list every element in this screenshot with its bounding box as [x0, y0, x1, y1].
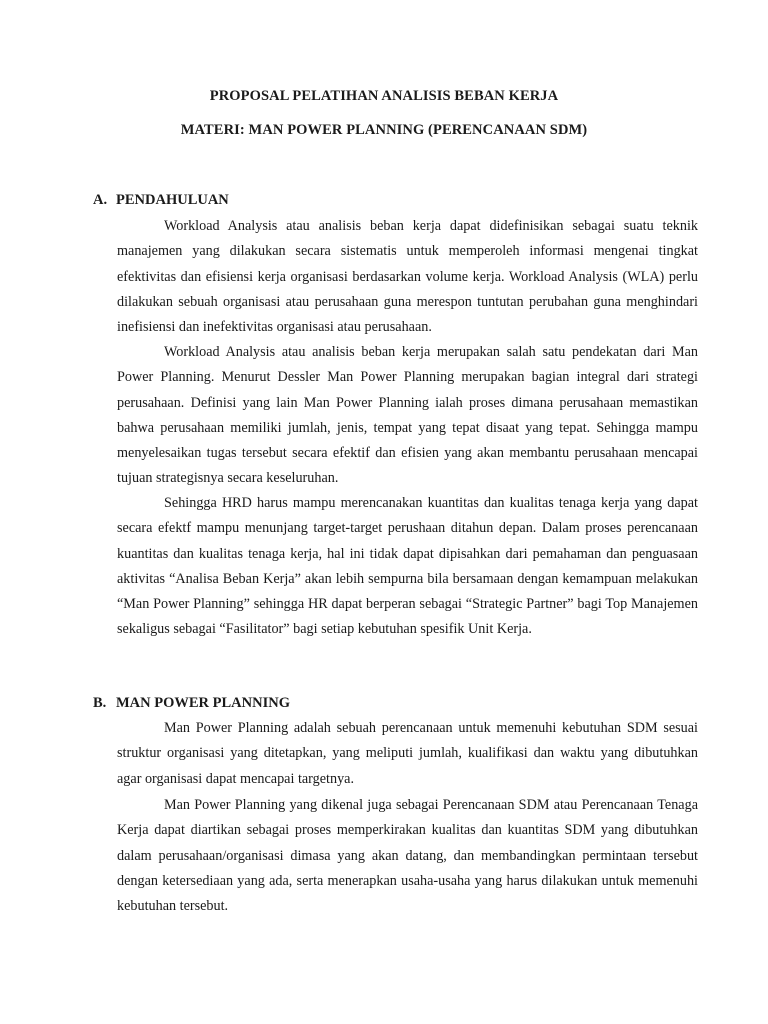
section-b-paragraph-1: Man Power Planning adalah sebuah perencanaan untuk memenuhi kebutuhan SDM sesuai struktur organisasi yang ditetapkan, yang meliputi jumlah, kualifikasi dan waktu yang dibutuhkan agar organisasi dapat mencapai targetnya. [117, 720, 698, 787]
section-b-heading [93, 695, 290, 712]
section-b-letter: B. [93, 695, 107, 711]
section-a-title: PENDAHULUAN [116, 192, 229, 208]
section-a-letter: A. [93, 192, 108, 208]
document-title: PROPOSAL PELATIHAN ANALISIS BEBAN KERJA [209, 88, 559, 104]
section-a-paragraph-3: Sehingga HRD harus mampu merencanakan kuantitas dan kualitas tenaga kerja yang dapat secara efektf mampu menunjang target-target perushaan ditahun depan. Dalam proses perencanaan kuantitas dan kualitas tenaga kerja, hal ini tidak dapat dipisahkan dari pemahaman dan penguasaan aktivitas “Analisa Beban Kerja” akan lebih sempurna bila bersamaan dengan kemampuan melakukan “Man Power Planning” sehingga HR dapat berperan sebagai “Strategic Partner” bagi Top Manajemen sekaligus sebagai “Fasilitator” bagi setiap kebutuhan spesifik Unit Kerja. [117, 495, 698, 638]
section-b-paragraph-2: Man Power Planning yang dikenal juga sebagai Perencanaan SDM atau Perencanaan Tenaga Kerja dapat diartikan sebagai proses memperkirakan kualitas dan kuantitas SDM yang dibutuhkan dalam perusahaan/organisasi dimasa yang akan datang, dan membandingkan permintaan tersebut dengan ketersediaan yang ada, serta menerapkan usaha-usaha yang harus dilakukan untuk memenuhi kebutuhan tersebut. [117, 797, 698, 915]
section-a-paragraph-1: Workload Analysis atau analisis beban kerja dapat didefinisikan sebagai suatu teknik manajemen yang dilakukan secara sistematis untuk memperoleh informasi mengenai tingkat efektivitas dan efisiensi kerja organisasi berdasarkan volume kerja. Workload Analysis (WLA) perlu dilakukan sebuah organisasi atau perusahaan guna merespon tuntutan perubahan guna menghindari inefisiensi dan inefektivitas organisasi atau perusahaan. [117, 218, 698, 336]
document-subtitle: MATERI: MAN POWER PLANNING (PERENCANAAN SDM) [180, 122, 588, 138]
section-a-heading [93, 192, 229, 209]
section-a-paragraph-2: Workload Analysis atau analisis beban kerja merupakan salah satu pendekatan dari Man Power Planning. Menurut Dessler Man Power Planning merupakan bagian integral dari strategi perusahaan. Definisi yang lain Man Power Planning ialah proses dimana perusahaan memastikan bahwa perusahaan memiliki jumlah, jenis, tempat yang tepat disaat yang tepat. Sehingga mampu menyelesaikan tugas tersebut secara efektif dan efisien yang akan membantu perusahaan mencapai tujuan strategisnya secara keseluruhan. [117, 344, 698, 487]
section-b-title: MAN POWER PLANNING [116, 695, 290, 711]
